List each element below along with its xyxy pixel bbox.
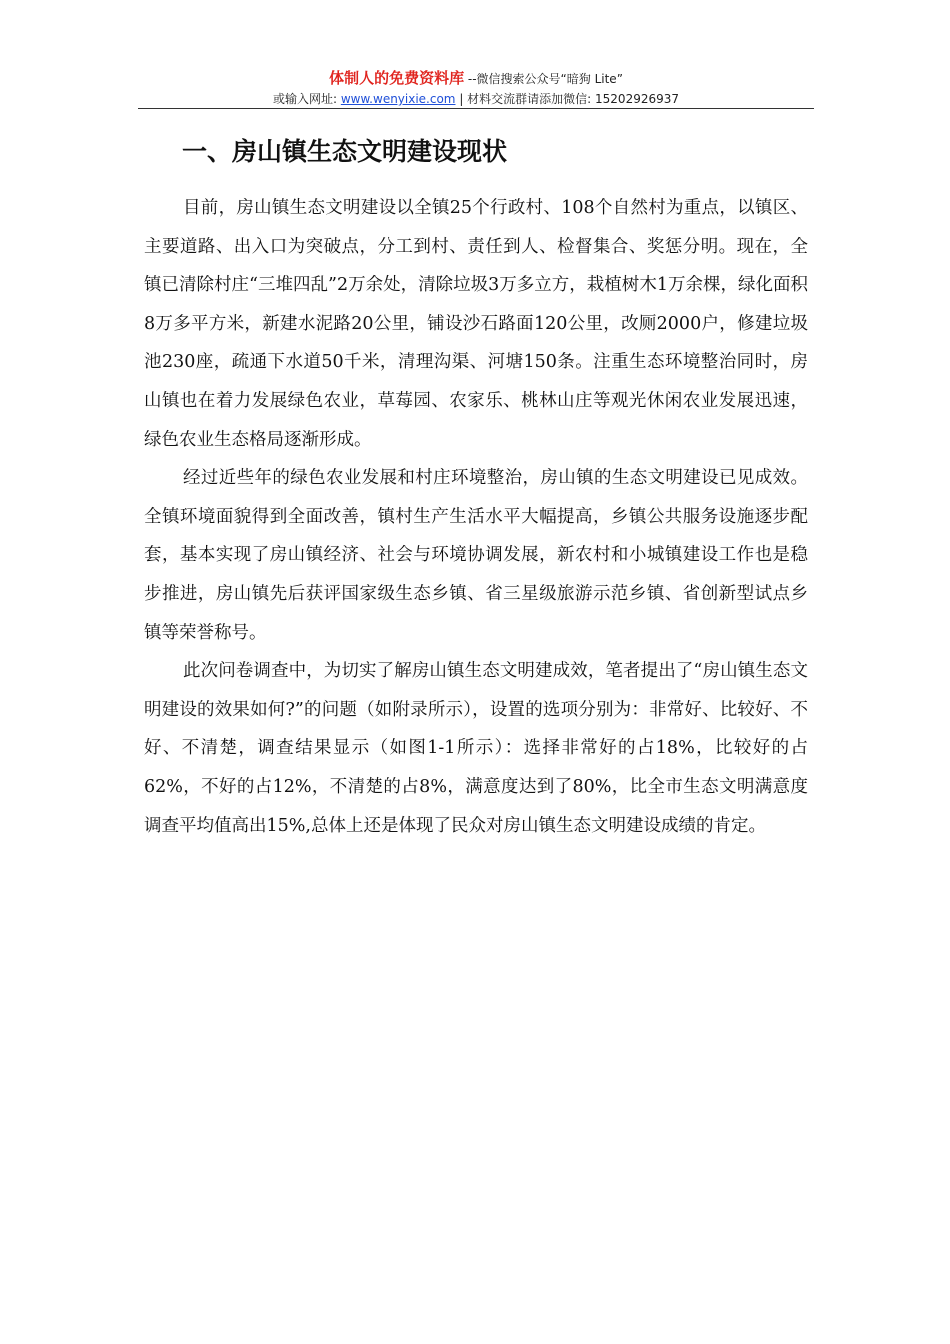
brand-name: 体制人的免费资料库 — [329, 69, 465, 87]
wechat-hint: --微信搜索公众号“暗狗 Lite” — [464, 72, 623, 86]
url-prefix: 或输入网址: — [272, 92, 341, 106]
header-banner — [140, 68, 812, 90]
document-body — [144, 189, 808, 845]
wechat-contact: | 材料交流群请添加微信: 15202926937 — [455, 92, 680, 106]
header-divider — [138, 108, 814, 109]
section-title: 一、房山镇生态文明建设现状 — [182, 137, 508, 166]
page-header — [140, 68, 812, 108]
paragraph-current-status: 目前，房山镇生态文明建设以全镇25个行政村、108个自然村为重点，以镇区、主要道路、出入口为突破点，分工到村、责任到人、检督集合、奖惩分明。现在，全镇已清除村庄“三堆四乱”2万余处，清除垃圾3万多立方，栽植树木1万余棵，绿化面积8万多平方米，新建水泥路20公里，铺设沙石路面120公里，改厕2000户，修建垃圾池230座，疏通下水道50千米，清理沟渠、河塘150条。注重生态环境整治同时，房山镇也在着力发展绿色农业，草莓园、农家乐、桃林山庄等观光休闲农业发展迅速，绿色农业生态格局逐渐形成。 — [144, 198, 808, 450]
paragraph-survey-results: 此次问卷调查中，为切实了解房山镇生态文明建成效，笔者提出了“房山镇生态文明建设的效果如何?”的问题（如附录所示），设置的选项分别为：非常好、比较好、不好、不清楚，调查结果显示（如图1-1所示）：选择非常好的占18%，比较好的占62%，不好的占12%，不清楚的占8%，满意度达到了80%，比全市生态文明满意度调查平均值高出15%,总体上还是体现了民众对房山镇生态文明建设成绩的肯定。 — [144, 661, 808, 836]
header-contact-line — [140, 90, 812, 108]
website-link[interactable]: www.wenyixie.com — [340, 92, 456, 106]
paragraph-achievements: 经过近些年的绿色农业发展和村庄环境整治，房山镇的生态文明建设已见成效。全镇环境面貌得到全面改善，镇村生产生活水平大幅提高，乡镇公共服务设施逐步配套，基本实现了房山镇经济、社会与环境协调发展，新农村和小城镇建设工作也是稳步推进，房山镇先后获评国家级生态乡镇、省三星级旅游示范乡镇、省创新型试点乡镇等荣誉称号。 — [144, 468, 808, 643]
